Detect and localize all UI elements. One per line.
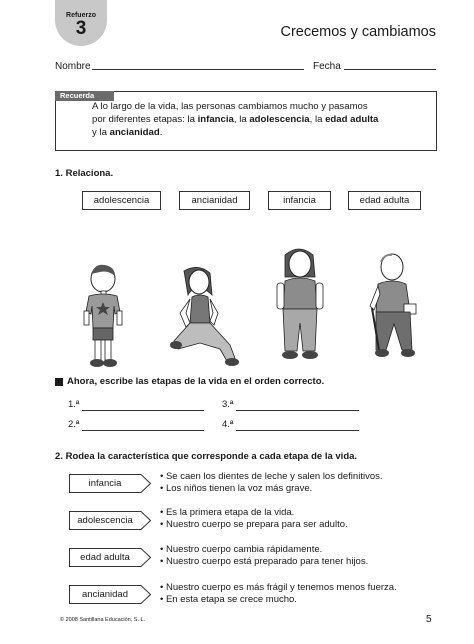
young-woman-figure: [170, 265, 242, 371]
exercise-2-prompt: 2. Rodea la característica que corresponde a cada etapa de la vida.: [55, 451, 358, 462]
date-label: Fecha: [313, 61, 341, 72]
characteristic-item[interactable]: • Se caen los dientes de leche y salen los definitivos.: [160, 471, 383, 482]
slot-3-label: 3.ª: [222, 399, 234, 410]
stage-tag-adolescencia[interactable]: adolescencia: [69, 511, 151, 530]
recuerda-line-2: por diferentes etapas: la infancia, la adolescencia, la edad adulta: [92, 114, 379, 125]
recuerda-text: [92, 100, 428, 139]
name-field[interactable]: [92, 69, 304, 70]
recuerda-line-3: y la ancianidad.: [92, 127, 163, 138]
stage-tag-infancia[interactable]: infancia: [69, 474, 151, 493]
badge-number: 3: [75, 18, 87, 39]
name-label: Nombre: [55, 61, 91, 72]
characteristic-item[interactable]: • Es la primera etapa de la vida.: [160, 507, 295, 518]
exercise-1-prompt: 1. Relaciona.: [55, 168, 114, 179]
stage-box-edad-adulta[interactable]: edad adulta: [348, 191, 421, 210]
slot-2-label: 2.ª: [68, 419, 80, 430]
characteristic-item[interactable]: • Nuestro cuerpo está preparado para tener hijos.: [160, 556, 369, 567]
stage-tag-edad-adulta[interactable]: edad adulta: [69, 548, 151, 567]
adult-woman-figure: [273, 247, 327, 365]
stage-tag-ancianidad[interactable]: ancianidad: [69, 585, 151, 604]
page-title: Crecemos y cambiamos: [280, 24, 436, 40]
recuerda-tag: Recuerda: [55, 91, 114, 101]
stage-box-ancianidad[interactable]: ancianidad: [179, 191, 250, 210]
recuerda-line-1: A lo largo de la vida, las personas cambiamos mucho y pasamos: [92, 101, 368, 112]
characteristic-item[interactable]: • Nuestro cuerpo se prepara para ser adulto.: [160, 519, 348, 530]
characteristic-item[interactable]: • Nuestro cuerpo es más frágil y tenemos menos fuerza.: [160, 582, 397, 593]
stage-box-adolescencia[interactable]: adolescencia: [82, 191, 161, 210]
slot-1-field[interactable]: [82, 410, 204, 411]
elderly-man-figure: [362, 252, 428, 364]
characteristic-item[interactable]: • Los niños tienen la voz más grave.: [160, 483, 313, 494]
page-number: 5: [426, 614, 432, 625]
square-bullet-icon: [55, 378, 63, 386]
slot-3-field[interactable]: [236, 410, 359, 411]
copyright-notice: © 2008 Santillana Educación, S. L.: [60, 617, 146, 623]
slot-2-field[interactable]: [82, 430, 204, 431]
date-field[interactable]: [344, 69, 436, 70]
stage-box-infancia[interactable]: infancia: [268, 191, 331, 210]
slot-4-label: 4.ª: [222, 419, 234, 430]
order-prompt: Ahora, escribe las etapas de la vida en el orden correcto.: [67, 376, 325, 387]
badge-label: Refuerzo: [66, 12, 96, 19]
characteristic-item[interactable]: • En esta etapa se crece mucho.: [160, 594, 297, 605]
characteristic-item[interactable]: • Nuestro cuerpo cambia rápidamente.: [160, 544, 323, 555]
slot-1-label: 1.ª: [68, 399, 80, 410]
slot-4-field[interactable]: [236, 430, 359, 431]
boy-figure: [80, 262, 132, 372]
